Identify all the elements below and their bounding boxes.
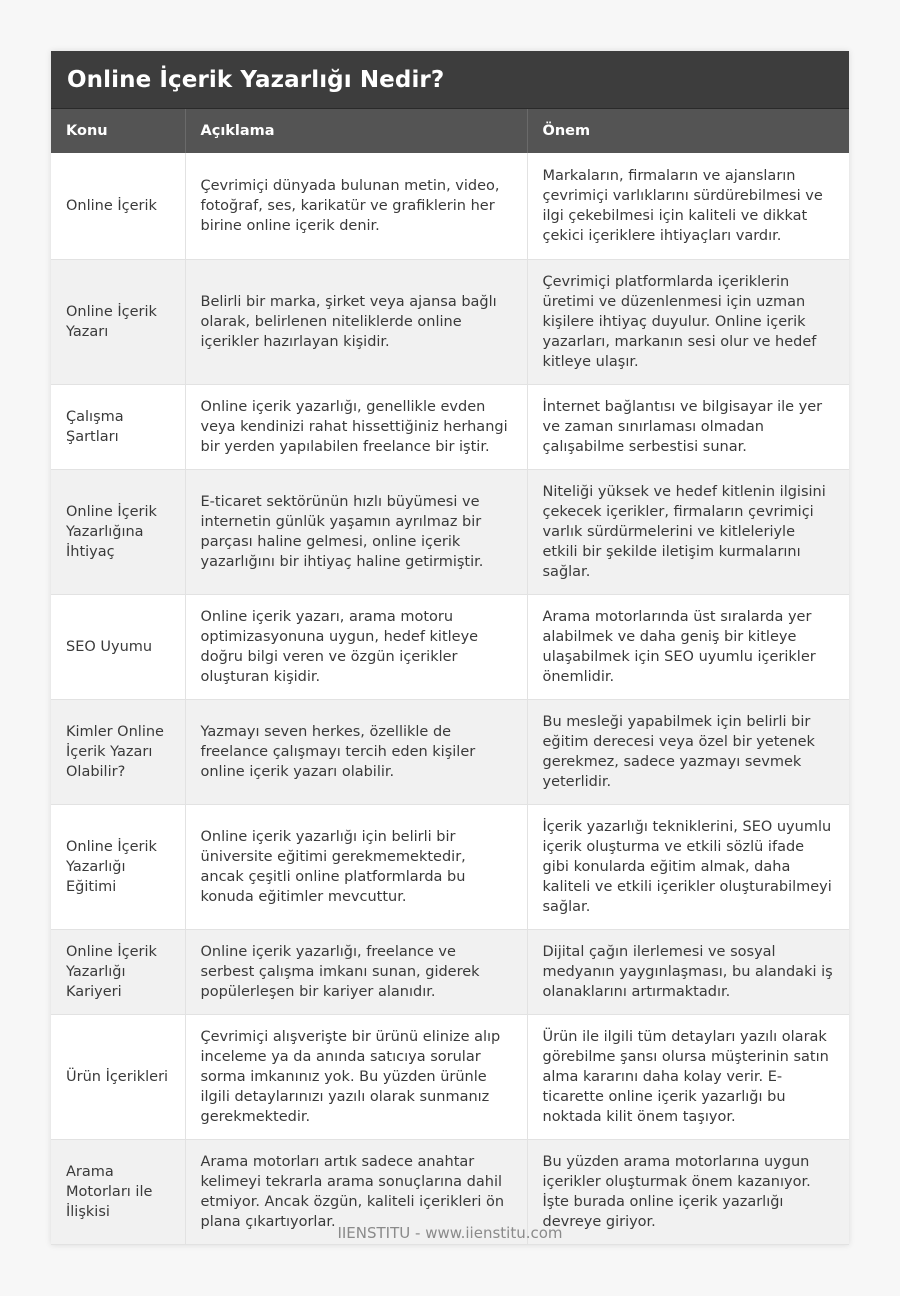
description-cell: Çevrimiçi dünyada bulunan metin, video, fotoğraf, ses, karikatür ve grafiklerin her birine online içerik denir. [185,153,527,259]
topic-cell: Kimler Online İçerik Yazarı Olabilir? [51,699,185,804]
description-cell: Çevrimiçi alışverişte bir ürünü elinize alıp inceleme ya da anında satıcıya sorular sorma imkanınız yok. Bu yüzden ürünle ilgili detaylarınızı yazılı olarak sunmanız gerekmektedir. [185,1014,527,1139]
table-row [51,384,849,469]
description-cell: Arama motorları artık sadece anahtar kelimeyi tekrarla arama sonuçlarına dahil etmiyor. Ancak özgün, kaliteli içerikleri ön plana çıkartıyorlar. [185,1139,527,1244]
importance-cell: Dijital çağın ilerlemesi ve sosyal medyanın yaygınlaşması, bu alandaki iş olanaklarını artırmaktadır. [527,929,849,1014]
topic-cell: Online İçerik Yazarlığı Eğitimi [51,804,185,929]
table-row [51,1014,849,1139]
table-body [51,153,849,1244]
topic-cell: Online İçerik Yazarı [51,259,185,384]
footer-credit: IIENSTITU - www.iienstitu.com [337,1224,563,1242]
topic-cell: SEO Uyumu [51,594,185,699]
column-header-importance: Önem [527,109,849,153]
table-header [51,109,849,153]
topic-cell: Çalışma Şartları [51,384,185,469]
table-row [51,469,849,594]
column-header-topic: Konu [51,109,185,153]
importance-cell: İçerik yazarlığı tekniklerini, SEO uyumlu içerik oluşturma ve etkili sözlü ifade gibi konularda eğitim almak, daha kaliteli ve etkili içerikler oluşturabilmeyi sağlar. [527,804,849,929]
topic-cell: Arama Motorları ile İlişkisi [51,1139,185,1244]
importance-cell: Bu yüzden arama motorlarına uygun içerikler oluşturmak önem kazanıyor. İşte burada online içerik yazarlığı devreye giriyor. [527,1139,849,1244]
description-cell: Belirli bir marka, şirket veya ajansa bağlı olarak, belirlenen niteliklerde online içerikler hazırlayan kişidir. [185,259,527,384]
description-cell: Yazmayı seven herkes, özellikle de freelance çalışmayı tercih eden kişiler online içerik yazarı olabilir. [185,699,527,804]
importance-cell: İnternet bağlantısı ve bilgisayar ile yer ve zaman sınırlaması olmadan çalışabilme serbestisi sunar. [527,384,849,469]
importance-cell: Ürün ile ilgili tüm detayları yazılı olarak görebilme şansı olursa müşterinin satın alma kararını daha kolay verir. E-ticarette online içerik yazarlığı bu noktada kilit önem taşıyor. [527,1014,849,1139]
table-row [51,699,849,804]
topic-cell: Ürün İçerikleri [51,1014,185,1139]
table-row [51,804,849,929]
table-row [51,153,849,259]
header-row [51,109,849,153]
topic-cell: Online İçerik [51,153,185,259]
importance-cell: Çevrimiçi platformlarda içeriklerin üretimi ve düzenlenmesi için uzman kişilere ihtiyaç duyulur. Online içerik yazarları, markanın sesi olur ve hedef kitleye ulaşır. [527,259,849,384]
description-cell: Online içerik yazarı, arama motoru optimizasyonuna uygun, hedef kitleye doğru bilgi veren ve özgün içerikler oluşturan kişidir. [185,594,527,699]
title-bar [51,51,849,109]
page-title: Online İçerik Yazarlığı Nedir? [67,66,445,93]
info-table [51,109,849,1245]
table-row [51,929,849,1014]
table-row [51,594,849,699]
description-cell: Online içerik yazarlığı, freelance ve serbest çalışma imkanı sunan, giderek popülerleşen bir kariyer alanıdır. [185,929,527,1014]
content-card [51,51,849,1245]
importance-cell: Bu mesleği yapabilmek için belirli bir eğitim derecesi veya özel bir yetenek gerekmez, sadece yazmayı sevmek yeterlidir. [527,699,849,804]
description-cell: E-ticaret sektörünün hızlı büyümesi ve internetin günlük yaşamın ayrılmaz bir parçası haline gelmesi, online içerik yazarlığını bir ihtiyaç haline getirmiştir. [185,469,527,594]
description-cell: Online içerik yazarlığı için belirli bir üniversite eğitimi gerekmemektedir, ancak çeşitli online platformlarda bu konuda eğitimler mevcuttur. [185,804,527,929]
topic-cell: Online İçerik Yazarlığına İhtiyaç [51,469,185,594]
topic-cell: Online İçerik Yazarlığı Kariyeri [51,929,185,1014]
table-row [51,259,849,384]
column-header-description: Açıklama [185,109,527,153]
description-cell: Online içerik yazarlığı, genellikle evden veya kendinizi rahat hissettiğiniz herhangi bir yerden yapılabilen freelance bir iştir. [185,384,527,469]
importance-cell: Niteliği yüksek ve hedef kitlenin ilgisini çekecek içerikler, firmaların çevrimiçi varlık sürdürmelerini ve kitleleriyle etkili bir şekilde iletişim kurmalarını sağlar. [527,469,849,594]
importance-cell: Markaların, firmaların ve ajansların çevrimiçi varlıklarını sürdürebilmesi ve ilgi çekebilmesi için kaliteli ve dikkat çekici içeriklere ihtiyaçları vardır. [527,153,849,259]
importance-cell: Arama motorlarında üst sıralarda yer alabilmek ve daha geniş bir kitleye ulaşabilmek için SEO uyumlu içerikler önemlidir. [527,594,849,699]
